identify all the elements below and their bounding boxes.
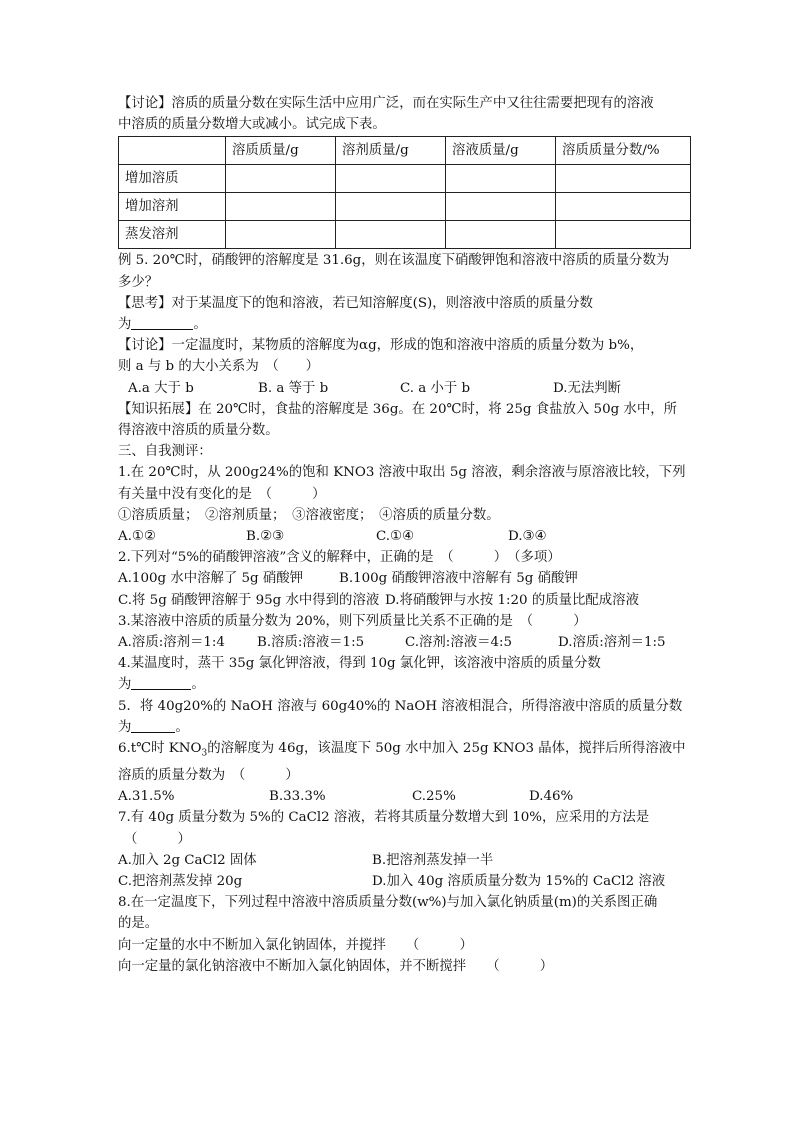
option-b: B.100g 硝酸钾溶液中溶解有 5g 硝酸钾	[339, 571, 578, 587]
option-c: C.①④	[376, 529, 415, 545]
extension-line2: 得溶液中溶质的质量分数。	[118, 423, 279, 439]
table-row	[119, 165, 691, 193]
option-d: D.46%	[529, 789, 574, 805]
option-a: A.溶质:溶剂＝1:4	[118, 635, 225, 651]
table-row	[119, 221, 691, 249]
table-header-cell: 溶质质量/g	[226, 137, 336, 165]
table-cell	[556, 165, 691, 193]
q4-line2-prefix: 为	[118, 677, 132, 693]
option-c: C.25%	[412, 789, 456, 805]
example5-line1: 例 5. 20℃时，硝酸钾的溶解度是 31.6g，则在该温度下硝酸钾饱和溶液中溶质的质量分数为	[118, 253, 670, 269]
option-a: A.①②	[118, 529, 156, 545]
q4-line1: 4.某温度时，蒸干 35g 氯化钾溶液，得到 10g 氯化钾，该溶液中溶质的质量分数	[118, 656, 601, 672]
q8-line1: 8.在一定温度下，下列过程中溶液中溶质质量分数(w%)与加入氯化钠质量(m)的关系图正确	[118, 895, 658, 911]
option-b: B.33.3%	[269, 789, 326, 805]
q6-line2: 溶质的质量分数为 （ ）	[118, 767, 299, 783]
mass-fraction-table	[118, 136, 691, 249]
table-cell	[446, 165, 556, 193]
table-cell	[446, 221, 556, 249]
q1-line3: ①溶质质量； ②溶剂质量； ③溶液密度； ④溶质的质量分数。	[118, 507, 500, 523]
q3-options	[118, 632, 681, 653]
table-cell	[226, 165, 336, 193]
q6-line1-start: 6.t℃时 KNO	[118, 741, 202, 757]
q3-line1: 3.某溶液中溶质的质量分数为 20%，则下列质量比关系不正确的是 （ ）	[118, 613, 587, 629]
q1-options	[118, 526, 681, 547]
q2-options-row2	[118, 590, 681, 611]
table-row-label: 增加溶质	[119, 165, 226, 193]
table-cell	[446, 193, 556, 221]
option-c: C. a 小于 b	[400, 380, 471, 396]
thinking-line1: 【思考】对于某温度下的饱和溶液，若已知溶解度(S)，则溶液中溶质的质量分数	[118, 295, 593, 311]
discussion1-line2: 中溶质的质量分数增大或减小。试完成下表。	[118, 117, 386, 133]
table-row-label: 蒸发溶剂	[119, 221, 226, 249]
option-d: D.溶质:溶剂＝1:5	[558, 635, 666, 651]
q8-line3: 向一定量的水中不断加入氯化钠固体，并搅拌 （ ）	[118, 937, 473, 953]
table-header-cell: 溶液质量/g	[446, 137, 556, 165]
table-row	[119, 193, 691, 221]
thinking-line2	[118, 314, 681, 335]
section-heading: 三、自我测评：	[118, 444, 212, 460]
q7-options-row2	[118, 871, 681, 892]
q2-options-row1	[118, 568, 681, 589]
table-cell	[556, 221, 691, 249]
q6-subscript: 3	[201, 748, 208, 759]
option-c: C.将 5g 硝酸钾溶解于 95g 水中得到的溶液	[118, 592, 380, 608]
option-b: B. a 等于 b	[258, 380, 329, 396]
q6-line1	[118, 738, 686, 765]
option-d: D.加入 40g 溶质质量分数为 15%的 CaCl2 溶液	[372, 873, 666, 889]
q5-line2-suffix: 。	[175, 719, 189, 735]
discussion2-line1: 【讨论】一定温度时，某物质的溶解度为αg，形成的饱和溶液中溶质的质量分数为 b%，	[118, 338, 644, 354]
option-d: D.③④	[508, 529, 547, 545]
table-cell	[336, 193, 446, 221]
option-b: B.把溶剂蒸发掉一半	[372, 852, 494, 868]
q1-line1: 1.在 20℃时，从 200g24%的饱和 KNO3 溶液中取出 5g 溶液，剩余溶液与原溶液比较，下列	[118, 465, 686, 481]
table-cell	[336, 221, 446, 249]
example5-line2: 多少？	[118, 274, 159, 290]
q4-line2	[118, 674, 681, 695]
table-row-label: 增加溶剂	[119, 193, 226, 221]
discussion2-line2: 则 a 与 b 的大小关系为 （ ）	[118, 359, 319, 375]
table-header-cell	[119, 137, 226, 165]
q7-options-row1	[118, 850, 681, 871]
table-cell	[556, 193, 691, 221]
option-d: D.将硝酸钾与水按 1:20 的质量比配成溶液	[385, 592, 639, 608]
q8-line2: 的是。	[118, 916, 159, 932]
q4-line2-suffix: 。	[191, 677, 205, 693]
table-cell	[226, 221, 336, 249]
table-header-row	[119, 137, 691, 165]
option-a: A.31.5%	[118, 789, 175, 805]
option-a: A.a 大于 b	[128, 380, 194, 396]
q2-line1: 2.下列对“5%的硝酸钾溶液”含义的解释中，正确的是 （ ） （多项）	[118, 550, 561, 566]
option-d: D.无法判断	[553, 380, 622, 396]
q8-line4: 向一定量的氯化钠溶液中不断加入氯化钠固体，并不断搅拌 （ ）	[118, 958, 554, 974]
q1-line2: 有关量中没有变化的是 （ ）	[118, 486, 326, 502]
q5-line2	[118, 717, 681, 738]
answer-blank[interactable]	[131, 675, 191, 690]
table-cell	[226, 193, 336, 221]
q6-options	[118, 786, 681, 807]
q6-line1-end: 的溶解度为 46g，该温度下 50g 水中加入 25g KNO3 晶体，搅拌后所得溶液中	[207, 741, 686, 757]
q5-line2-prefix: 为	[118, 719, 132, 735]
table-header-cell: 溶剂质量/g	[336, 137, 446, 165]
thinking-line2-suffix: 。	[193, 317, 207, 333]
thinking-line2-prefix: 为	[118, 317, 132, 333]
answer-blank[interactable]	[131, 718, 175, 733]
extension-line1: 【知识拓展】在 20℃时，食盐的溶解度是 36g。在 20℃时，将 25g 食盐放入 50g 水中，所	[118, 401, 677, 417]
table-header-cell: 溶质质量分数/%	[556, 137, 691, 165]
option-a: A.加入 2g CaCl2 固体	[118, 852, 257, 868]
worksheet-page	[118, 93, 686, 977]
q7-line1: 7.有 40g 质量分数为 5%的 CaCl2 溶液，若将其质量分数增大到 10%，应采用的方法是	[118, 810, 650, 826]
option-b: B.②③	[246, 529, 285, 545]
q5-line1: 5．将 40g20%的 NaOH 溶液与 60g40%的 NaOH 溶液相混合，所得溶液中溶质的质量分数	[118, 698, 683, 714]
option-c: C.溶剂:溶液＝4:5	[405, 635, 513, 651]
discussion2-options	[118, 378, 681, 399]
table-cell	[336, 165, 446, 193]
answer-blank[interactable]	[131, 315, 193, 330]
q7-line2: （ ）	[124, 831, 191, 847]
discussion1-line1: 【讨论】溶质的质量分数在实际生活中应用广泛，而在实际生产中又往往需要把现有的溶液	[118, 96, 654, 111]
option-b: B.溶质:溶液＝1:5	[257, 635, 365, 651]
option-a: A.100g 水中溶解了 5g 硝酸钾	[118, 571, 304, 587]
option-c: C.把溶剂蒸发掉 20g	[118, 873, 243, 889]
